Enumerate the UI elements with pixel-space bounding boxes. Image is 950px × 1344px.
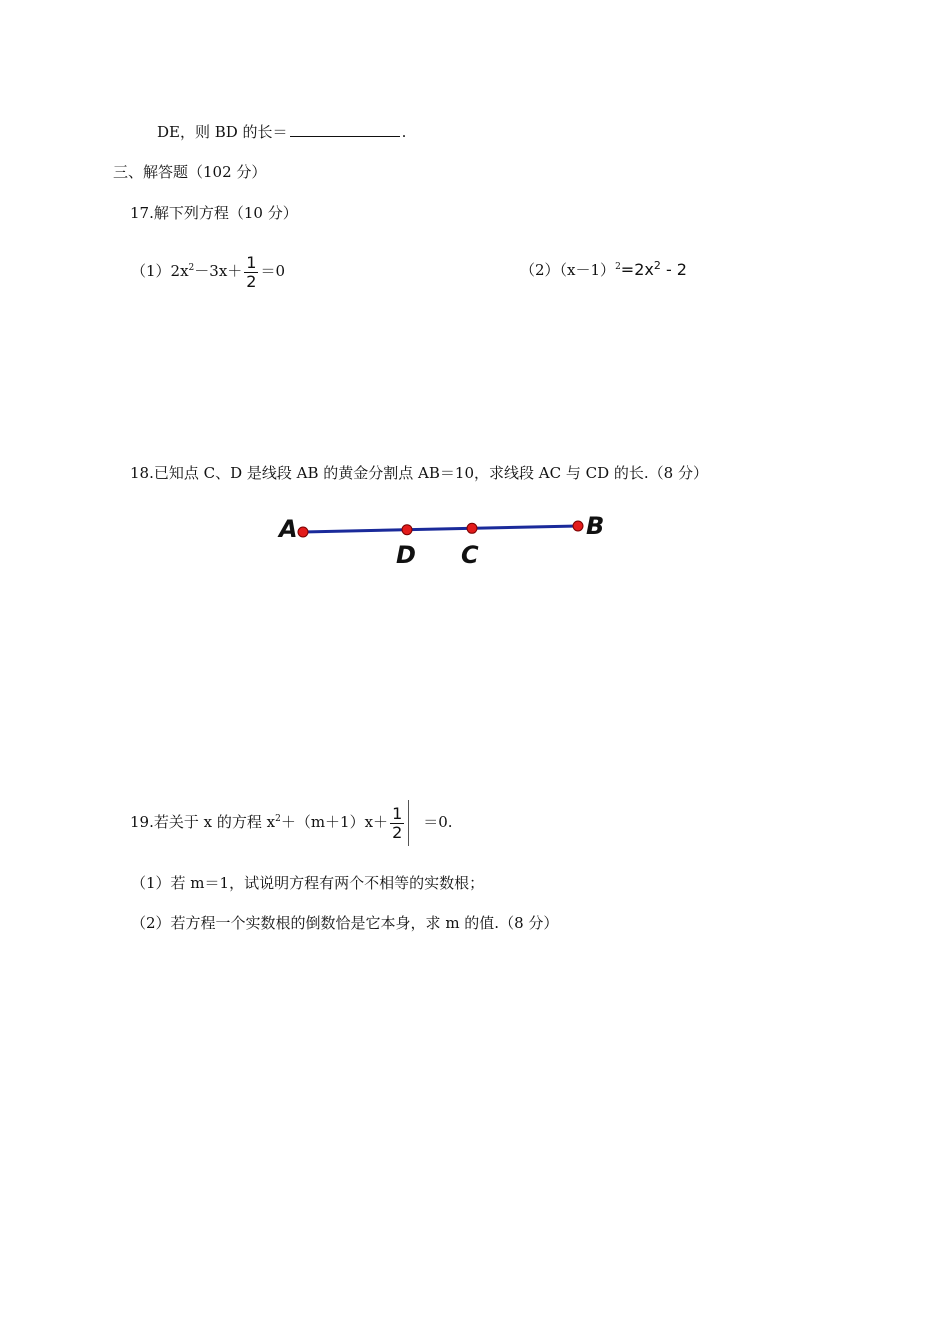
q17-part1-label: （1）2x [131,262,189,280]
q19-title-mid: ＋（m＋1）x＋ [280,813,389,831]
q17-part2-tail: - 2 [660,260,687,279]
q19-fraction [390,805,404,842]
q16-tail [157,122,406,142]
q17-part1-tail: ＝0 [260,262,286,280]
q19-title [130,796,453,846]
point-b [573,521,583,531]
q18-title: 18.已知点 C、D 是线段 AB 的黄金分割点 AB＝10，求线段 AC 与 CD 的长.（8 分） [130,464,708,482]
label-c: C [461,541,479,569]
q17-part1 [131,245,285,294]
q17-title: 17.解下列方程（10 分） [130,204,298,222]
q18-segment-figure [275,508,635,578]
q17-part1-sup: 2 [188,263,195,273]
q19-part1: （1）若 m＝1，试说明方程有两个不相等的实数根； [131,874,485,892]
q17-part2-sup2: 2 [653,259,661,272]
label-b: B [586,512,605,540]
fraction-bracket-line [408,800,409,846]
q17-part1-fraction [244,254,258,291]
q17-part2 [520,256,687,280]
label-d: D [396,541,416,569]
point-d [402,525,412,535]
fraction-denominator: 2 [246,271,257,291]
section-heading: 三、解答题（102 分） [113,163,267,181]
point-c [467,523,477,533]
q17-part1-mid: －3x＋ [194,262,243,280]
q19-title-sup: 2 [275,814,281,824]
point-a [298,527,308,537]
fraction-denominator: 2 [392,822,403,842]
q17-part2-mid: =2x [620,260,654,279]
segment-ab-line [303,526,578,532]
q19-title-post: ＝0. [423,813,453,831]
q19-title-pre: 19.若关于 x 的方程 x [130,813,276,831]
q16-tail-prefix: DE，则 BD 的长＝ [157,123,288,141]
q19-part2: （2）若方程一个实数根的倒数恰是它本身，求 m 的值.（8 分） [131,914,559,932]
q17-part2-label: （2）（x－1） [520,261,616,279]
fraction-numerator: 1 [392,803,403,823]
answer-blank[interactable] [290,122,400,137]
q16-tail-suffix: . [401,123,407,141]
q17-part2-sup1: 2 [615,262,621,272]
label-a: A [279,515,298,543]
fraction-numerator: 1 [246,252,257,272]
